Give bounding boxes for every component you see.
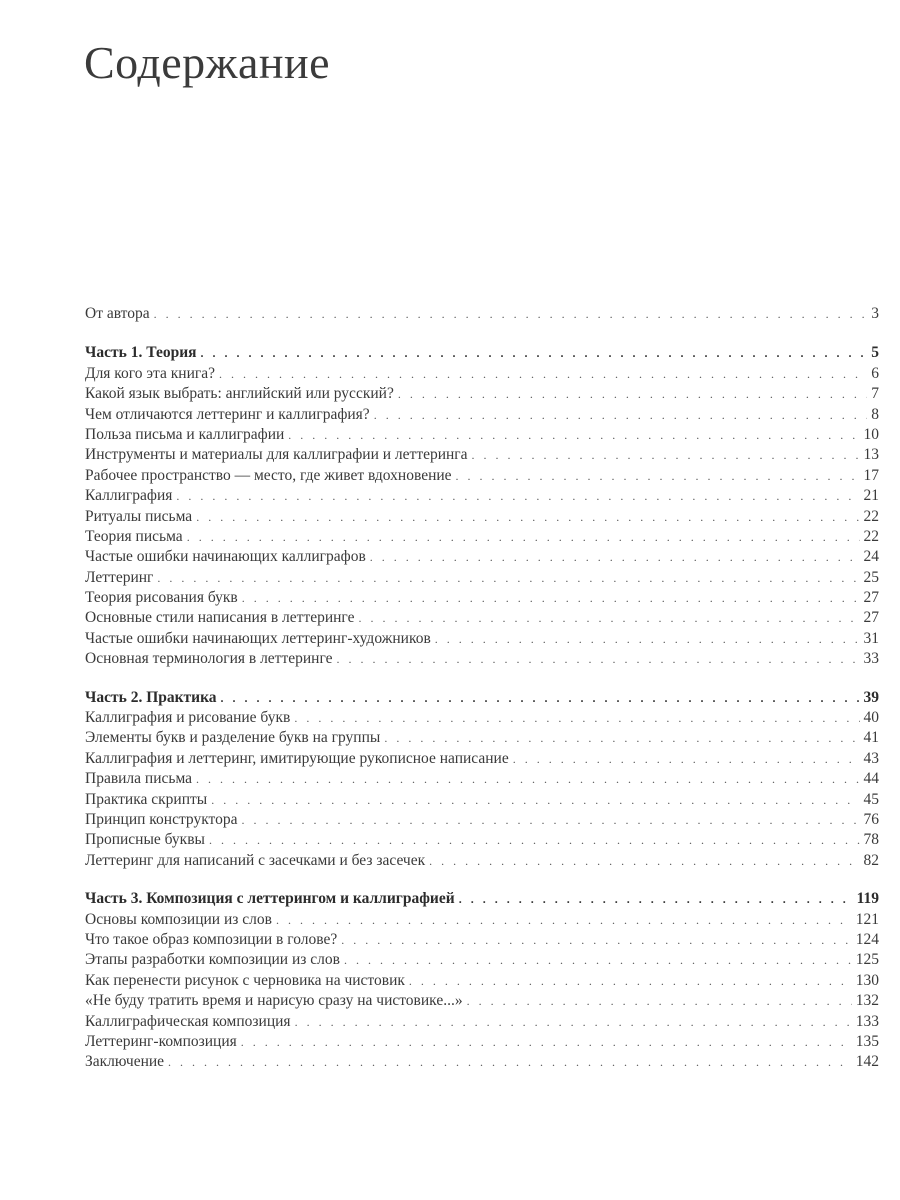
toc-entry[interactable] xyxy=(85,527,879,547)
toc-entry-page: 22 xyxy=(863,507,879,525)
toc-entry-page: 6 xyxy=(871,364,879,382)
toc-entry-title: Основная терминология в леттеринге xyxy=(85,650,333,668)
toc-entry-title: Основные стили написания в леттеринге xyxy=(85,609,355,627)
toc-entry-title: Правила письма xyxy=(85,770,193,788)
toc-entry-title: Как перенести рисунок с черновика на чистовик xyxy=(85,971,405,989)
toc-entry-page: 33 xyxy=(863,650,879,668)
toc-entry[interactable] xyxy=(85,1052,879,1072)
dot-leader xyxy=(429,851,859,871)
toc-entry-title: Прописные буквы xyxy=(85,831,205,849)
toc-entry[interactable] xyxy=(85,649,879,669)
dot-leader xyxy=(336,649,859,669)
dot-leader xyxy=(201,343,868,363)
toc-entry-page: 125 xyxy=(855,951,879,969)
toc-entry[interactable] xyxy=(85,629,879,649)
dot-leader xyxy=(196,507,859,527)
toc-entry-title: Для кого эта книга? xyxy=(85,364,216,382)
toc-part-title: Часть 3. Композиция с леттерингом и каллиграфией xyxy=(85,890,455,908)
toc-part-page: 5 xyxy=(871,344,879,362)
dot-leader xyxy=(209,830,860,850)
toc-entry[interactable] xyxy=(85,991,879,1011)
toc-entry-title: Основы композиции из слов xyxy=(85,910,272,928)
toc-entry-page: 27 xyxy=(863,589,879,607)
toc-part-title: Часть 1. Теория xyxy=(85,344,197,362)
toc-entry[interactable] xyxy=(85,547,879,567)
toc-entry-page: 24 xyxy=(863,548,879,566)
toc-entry-title: Каллиграфия и рисование букв xyxy=(85,709,291,727)
toc-entry-title: Какой язык выбрать: английский или русский? xyxy=(85,385,394,403)
section-gap xyxy=(85,871,879,889)
toc-part-heading[interactable] xyxy=(85,889,879,909)
table-of-contents xyxy=(85,304,879,1073)
toc-entry-page: 3 xyxy=(871,305,879,322)
toc-entry[interactable] xyxy=(85,749,879,769)
toc-entry[interactable] xyxy=(85,425,879,445)
dot-leader xyxy=(370,547,860,567)
toc-entry-title: Теория рисования букв xyxy=(85,589,238,607)
dot-leader xyxy=(295,1012,852,1032)
toc-entry-page: 135 xyxy=(855,1032,879,1050)
dot-leader xyxy=(242,588,860,608)
dot-leader xyxy=(374,405,868,425)
toc-entry[interactable] xyxy=(85,830,879,850)
dot-leader xyxy=(242,810,860,830)
toc-entry[interactable] xyxy=(85,1012,879,1032)
toc-entry-page: 124 xyxy=(855,930,879,948)
dot-leader xyxy=(467,991,852,1011)
toc-entry-page: 82 xyxy=(863,851,879,869)
toc-entry[interactable] xyxy=(85,608,879,628)
toc-entry-title: Леттеринг-композиция xyxy=(85,1032,237,1050)
toc-entry[interactable] xyxy=(85,507,879,527)
dot-leader xyxy=(456,466,860,486)
toc-entry-page: 45 xyxy=(863,790,879,808)
toc-entry-page: 41 xyxy=(863,729,879,747)
toc-entry-page: 10 xyxy=(863,425,879,443)
dot-leader xyxy=(435,629,860,649)
dot-leader xyxy=(154,304,868,324)
dot-leader xyxy=(157,568,859,588)
dot-leader xyxy=(176,486,859,506)
toc-entry-title: Что такое образ композиции в голове? xyxy=(85,930,338,948)
toc-entry-page: 31 xyxy=(863,629,879,647)
toc-entry-title: «Не буду тратить время и нарисую сразу на чистовике...» xyxy=(85,992,463,1010)
section-gap xyxy=(85,670,879,688)
toc-entry[interactable] xyxy=(85,728,879,748)
dot-leader xyxy=(196,769,859,789)
toc-entry-title: Каллиграфия и леттеринг, имитирующие рукописное написание xyxy=(85,749,509,767)
toc-entry[interactable] xyxy=(85,950,879,970)
toc-entry-title: От автора xyxy=(85,305,150,322)
toc-entry-page: 17 xyxy=(863,466,879,484)
toc-entry-page: 13 xyxy=(863,446,879,464)
toc-entry-page: 8 xyxy=(871,405,879,423)
dot-leader xyxy=(398,384,867,404)
toc-entry-page: 22 xyxy=(863,527,879,545)
toc-entry[interactable] xyxy=(85,384,879,404)
toc-entry[interactable] xyxy=(85,466,879,486)
toc-entry[interactable] xyxy=(85,568,879,588)
toc-entry-title: Каллиграфическая композиция xyxy=(85,1012,291,1030)
toc-entry-title: Заключение xyxy=(85,1053,165,1071)
toc-entry-title: Рабочее пространство — место, где живет вдохновение xyxy=(85,466,452,484)
dot-leader xyxy=(358,608,859,628)
toc-entry[interactable] xyxy=(85,405,879,425)
toc-entry-title: Леттеринг для написаний с засечками и без засечек xyxy=(85,851,426,869)
section-gap xyxy=(85,324,879,343)
toc-entry-title: Частые ошибки начинающих каллиграфов xyxy=(85,548,366,566)
toc-part-title: Часть 2. Практика xyxy=(85,688,217,706)
dot-leader xyxy=(384,728,859,748)
toc-entry-page: 132 xyxy=(855,992,879,1010)
toc-entry[interactable] xyxy=(85,708,879,728)
toc-entry-page: 7 xyxy=(871,385,879,403)
toc-entry[interactable] xyxy=(85,769,879,789)
toc-entry[interactable] xyxy=(85,851,879,871)
dot-leader xyxy=(341,930,852,950)
toc-entry-page: 40 xyxy=(863,709,879,727)
dot-leader xyxy=(513,749,860,769)
toc-entry[interactable] xyxy=(85,910,879,930)
dot-leader xyxy=(241,1032,852,1052)
dot-leader xyxy=(459,889,853,909)
toc-entry-page: 133 xyxy=(855,1012,879,1030)
dot-leader xyxy=(211,790,859,810)
toc-entry-page: 44 xyxy=(863,770,879,788)
toc-entry-page: 43 xyxy=(863,749,879,767)
toc-entry[interactable] xyxy=(85,588,879,608)
toc-entry-title: Ритуалы письма xyxy=(85,507,193,525)
toc-part-heading[interactable] xyxy=(85,343,879,363)
toc-entry[interactable] xyxy=(85,930,879,950)
toc-entry-title: Польза письма и каллиграфии xyxy=(85,425,285,443)
toc-entry-page: 21 xyxy=(863,487,879,505)
toc-entry[interactable] xyxy=(85,971,879,991)
dot-leader xyxy=(344,950,852,970)
toc-entry-title: Этапы разработки композиции из слов xyxy=(85,951,340,969)
dot-leader xyxy=(168,1052,852,1072)
toc-entry[interactable] xyxy=(85,790,879,810)
dot-leader xyxy=(219,364,867,384)
toc-entry-page: 142 xyxy=(855,1053,879,1071)
toc-entry[interactable] xyxy=(85,810,879,830)
toc-entry[interactable] xyxy=(85,486,879,506)
toc-entry-title: Каллиграфия xyxy=(85,487,173,505)
dot-leader xyxy=(187,527,860,547)
toc-entry-page: 130 xyxy=(855,971,879,989)
toc-entry-page: 78 xyxy=(863,831,879,849)
toc-entry-page: 27 xyxy=(863,609,879,627)
dot-leader xyxy=(221,688,860,708)
toc-part-heading[interactable] xyxy=(85,688,879,708)
toc-entry-title: Принцип конструктора xyxy=(85,810,238,828)
toc-part-page: 119 xyxy=(856,890,879,908)
toc-entry-title: Инструменты и материалы для каллиграфии и леттеринга xyxy=(85,446,468,464)
dot-leader xyxy=(294,708,859,728)
toc-entry-title: Элементы букв и разделение букв на группы xyxy=(85,729,381,747)
toc-entry-page: 121 xyxy=(855,910,879,928)
toc-entry-title: Теория письма xyxy=(85,527,183,545)
toc-entry-page: 25 xyxy=(863,568,879,586)
dot-leader xyxy=(472,445,860,465)
toc-entry[interactable] xyxy=(85,364,879,384)
toc-part-page: 39 xyxy=(863,688,879,706)
toc-entry-intro[interactable] xyxy=(85,304,879,324)
toc-entry[interactable] xyxy=(85,445,879,465)
dot-leader xyxy=(409,971,852,991)
toc-entry-title: Чем отличаются леттеринг и каллиграфия? xyxy=(85,405,370,423)
dot-leader xyxy=(288,425,859,445)
dot-leader xyxy=(276,910,852,930)
toc-entry-title: Леттеринг xyxy=(85,568,154,586)
toc-entry-title: Частые ошибки начинающих леттеринг-художников xyxy=(85,629,431,647)
toc-entry-title: Практика скрипты xyxy=(85,790,208,808)
toc-entry-page: 76 xyxy=(863,810,879,828)
toc-entry[interactable] xyxy=(85,1032,879,1052)
page-title: Содержание xyxy=(84,37,331,88)
